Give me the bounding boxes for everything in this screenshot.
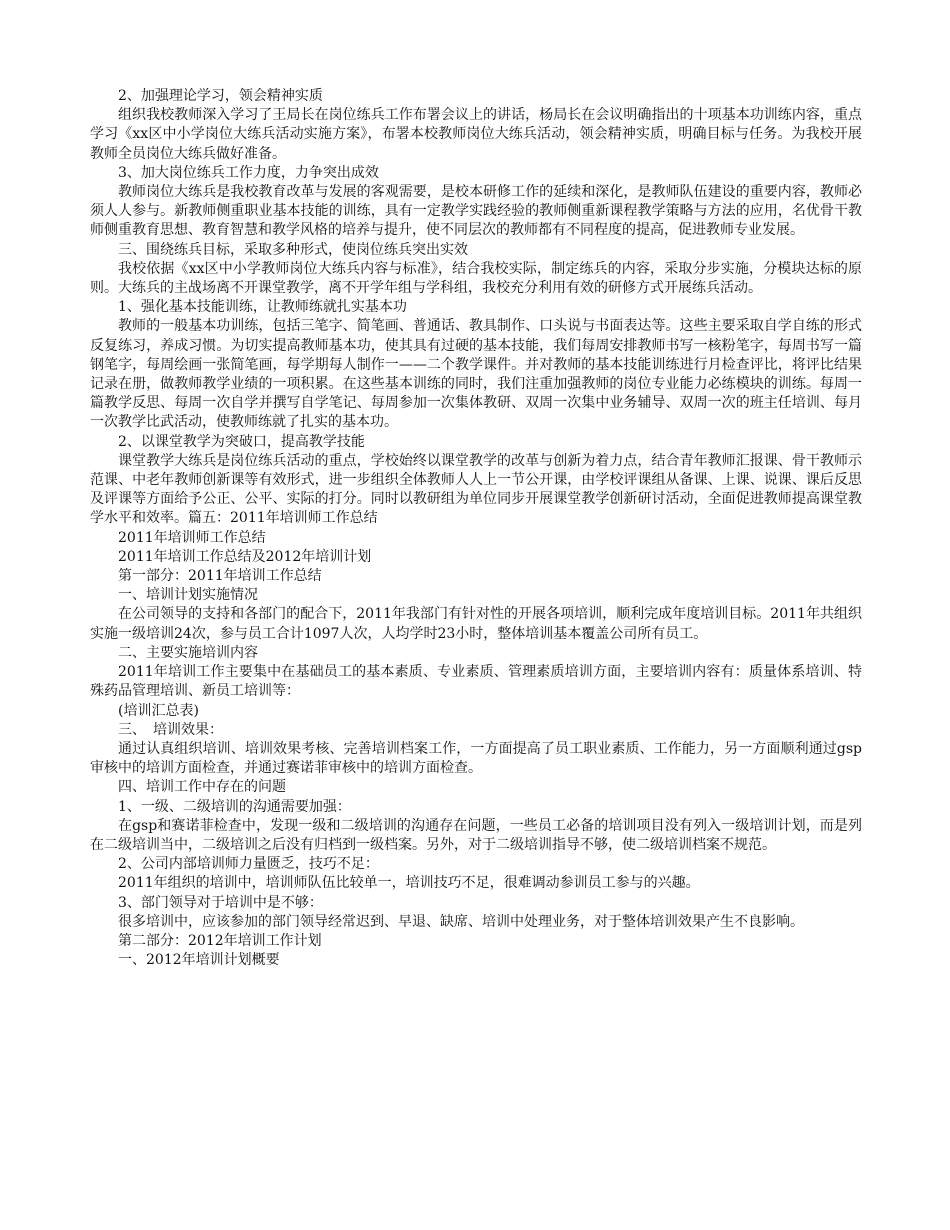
paragraph: 3、加大岗位练兵工作力度，力争突出成效 bbox=[118, 164, 379, 181]
paragraph: 第二部分：2012年培训工作计划 bbox=[118, 932, 322, 949]
paragraph: 2、公司内部培训师力量匮乏，技巧不足： bbox=[118, 856, 379, 873]
paragraph: 课堂教学大练兵是岗位练兵活动的重点，学校始终以课堂教学的改革与创新为着力点，结合青年教师汇报课、骨干教师示范课、中老年教师创新课等有效形式，进一步组织全体教师人人上一节公开课，由学校评课组从备课、上课、说课、课后反思及评课等方面给予公正、公平、实际的打分。同时以教研组为单位同步开展课堂教学创新研讨活动，全面促进教师提高课堂教学水平和效率。篇五：2011年培训师工作总结 bbox=[90, 452, 862, 527]
paragraph: 在gsp和赛诺菲检查中，发现一级和二级培训的沟通存在问题，一些员工必备的培训项目没有列入一级培训计划，而是列在二级培训当中，二级培训之后没有归档到一级档案。另外，对于二级培训指导不够，使二级培训档案不规范。 bbox=[90, 817, 862, 853]
paragraph: (培训汇总表) bbox=[118, 702, 199, 719]
paragraph: 2011年培训师工作总结 bbox=[118, 529, 266, 546]
paragraph: 2、以课堂教学为突破口，提高教学技能 bbox=[118, 433, 365, 450]
paragraph: 一、2012年培训计划概要 bbox=[118, 952, 280, 969]
paragraph: 三、 培训效果： bbox=[118, 721, 223, 738]
paragraph: 教师的一般基本功训练，包括三笔字、简笔画、普通话、教具制作、口头说与书面表达等。这些主要采取自学自练的形式反复练习，养成习惯。为切实提高教师基本功，使其具有过硬的基本技能，我们每周安排教师书写一核粉笔字，每周书写一篇钢笔字，每周绘画一张简笔画，每学期每人制作一——二个教学课件。并对教师的基本技能训练进行月检查评比，将评比结果记录在册，做教师教学业绩的一项积累。在这些基本训练的同时，我们注重加强教师的岗位专业能力必练模块的训练。每周一篇教学反思、每周一次自学并撰写自学笔记、每周参加一次集体教研、双周一次集中业务辅导、双周一次的班主任培训、每月一次教学比武活动，使教师练就了扎实的基本功。 bbox=[90, 318, 862, 431]
paragraph: 1、强化基本技能训练，让教师练就扎实基本功 bbox=[118, 299, 407, 316]
paragraph: 第一部分：2011年培训工作总结 bbox=[118, 568, 322, 585]
paragraph: 一、培训计划实施情况 bbox=[118, 587, 258, 604]
paragraph: 我校依据《xx区中小学教师岗位大练兵内容与标准》，结合我校实际，制定练兵的内容，采取分步实施，分模块达标的原则。大练兵的主战场离不开课堂教学，离不开学年组与学科组，我校充分利用有效的研修方式开展练兵活动。 bbox=[90, 260, 862, 297]
paragraph: 2011年培训工作主要集中在基础员工的基本素质、专业素质、管理素质培训方面，主要培训内容有：质量体系培训、特殊药品管理培训、新员工培训等： bbox=[90, 664, 862, 700]
paragraph: 2011年组织的培训中，培训师队伍比较单一，培训技巧不足，很难调动参训员工参与的兴趣。 bbox=[118, 875, 700, 892]
paragraph: 四、培训工作中存在的问题 bbox=[118, 779, 286, 796]
paragraph: 三、围绕练兵目标，采取多种形式，使岗位练兵突出实效 bbox=[118, 241, 468, 258]
paragraph: 教师岗位大练兵是我校教育改革与发展的客观需要，是校本研修工作的延续和深化，是教师队伍建设的重要内容，教师必须人人参与。新教师侧重职业基本技能的训练，具有一定教学实践经验的教师侧重新课程教学策略与方法的应用，名优骨干教师侧重教育思想、教育智慧和教学风格的培养与提升，使不同层次的教师都有不同程度的提高，促进教师专业发展。 bbox=[90, 184, 862, 239]
paragraph: 3、部门领导对于培训中是不够： bbox=[118, 894, 323, 911]
paragraph: 很多培训中，应该参加的部门领导经常迟到、早退、缺席、培训中处理业务，对于整体培训效果产生不良影响。 bbox=[118, 913, 804, 930]
paragraph: 2、加强理论学习，领会精神实质 bbox=[118, 88, 323, 104]
paragraph: 1、一级、二级培训的沟通需要加强： bbox=[118, 798, 351, 815]
paragraph: 通过认真组织培训、培训效果考核、完善培训档案工作，一方面提高了员工职业素质、工作能力，另一方面顺利通过gsp审核中的培训方面检查，并通过赛诺菲审核中的培训方面检查。 bbox=[90, 740, 862, 777]
paragraph: 组织我校教师深入学习了王局长在岗位练兵工作布署会议上的讲话，杨局长在会议明确指出的十项基本功训练内容，重点学习《xx区中小学岗位大练兵活动实施方案》，布署本校教师岗位大练兵活动，领会精神实质，明确目标与任务。为我校开展教师全员岗位大练兵做好准备。 bbox=[90, 107, 862, 162]
paragraph: 二、主要实施培训内容 bbox=[118, 644, 258, 661]
paragraph: 2011年培训工作总结及2012年培训计划 bbox=[118, 548, 372, 565]
paragraph: 在公司领导的支持和各部门的配合下，2011年我部门有针对性的开展各项培训，顺利完成年度培训目标。2011年共组织实施一级培训24次，参与员工合计1097人次，人均学时23小时，整体培训基本覆盖公司所有员工。 bbox=[90, 606, 862, 642]
